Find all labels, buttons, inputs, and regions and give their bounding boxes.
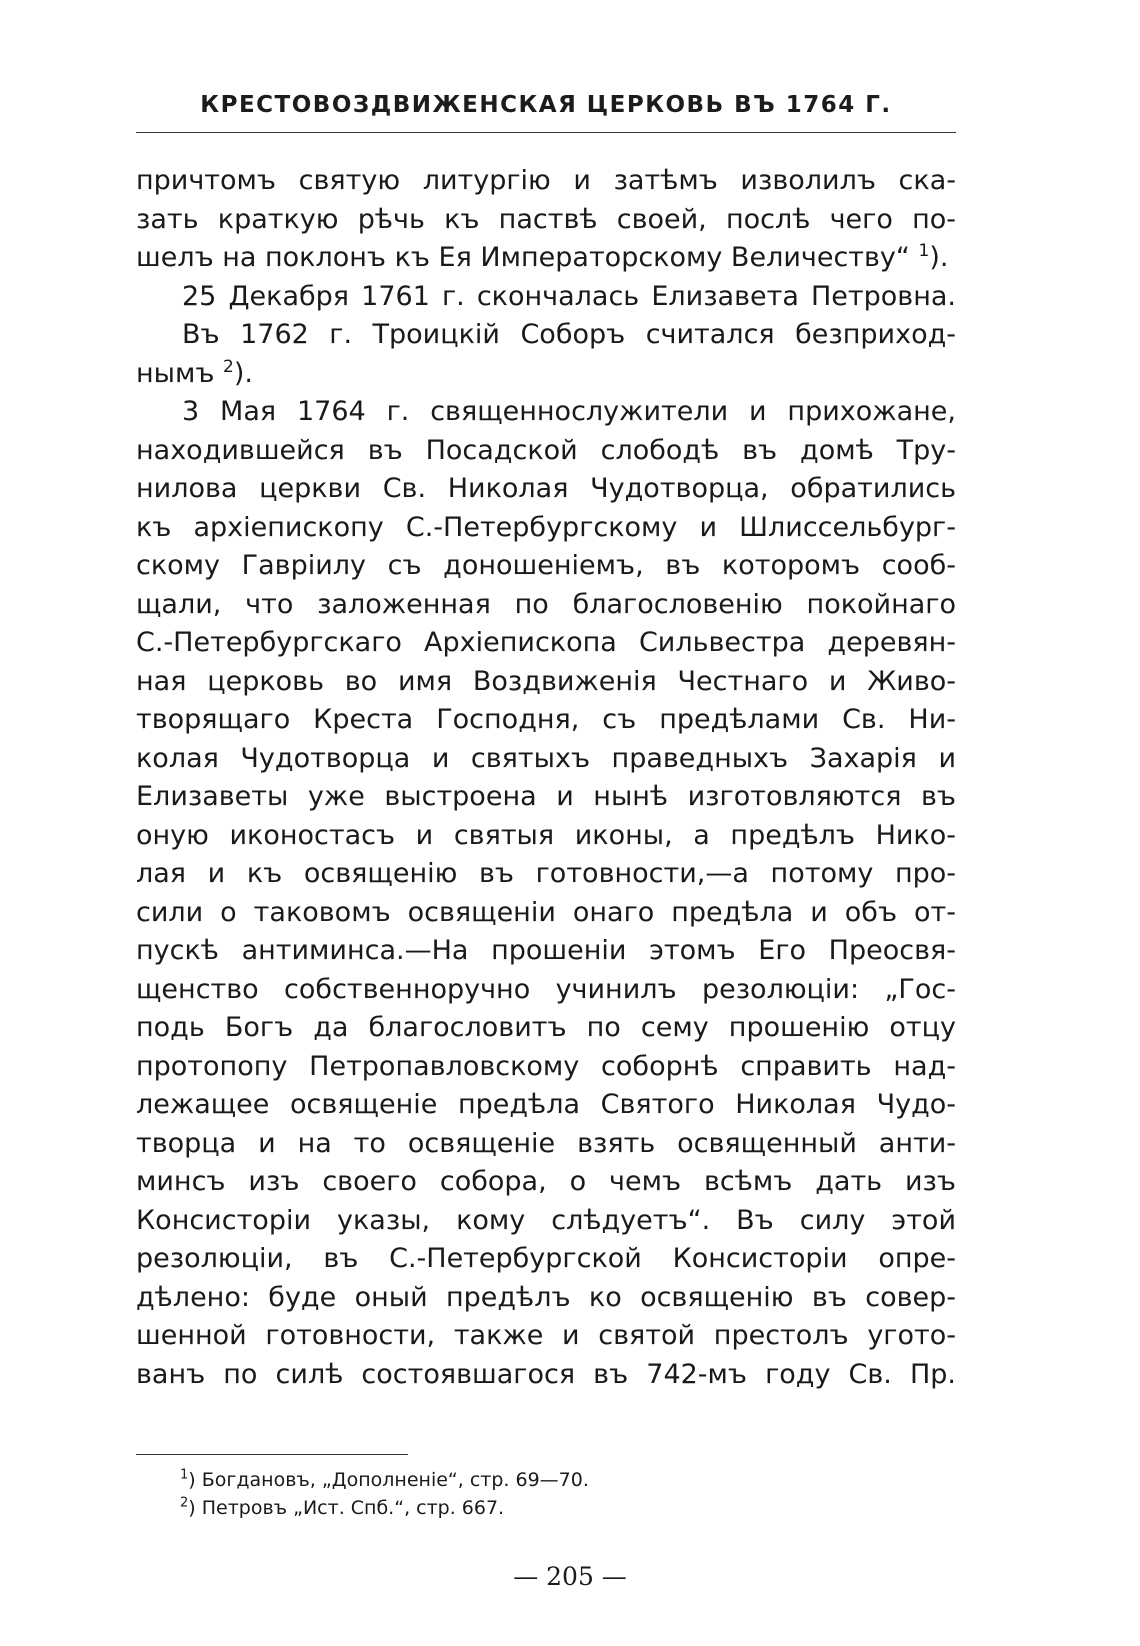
text-line: зать краткую рѣчь къ паствѣ своей, послѣ чего по- <box>136 203 956 235</box>
text-line: причтомъ святую литургію и затѣмъ изволилъ ска- <box>136 165 956 196</box>
text-line: Елизаветы уже выстроена и нынѣ изготовляются въ <box>136 781 956 812</box>
running-head: КРЕСТОВОЗДВИЖЕНСКАЯ ЦЕРКОВЬ ВЪ 1764 Г. <box>200 92 892 118</box>
header-rule <box>136 132 956 133</box>
footnote-1: $^1$) Богдановъ, „Дополненіе“, стр. 69—70. <box>180 1467 589 1491</box>
text-line: Въ 1762 г. Троицкій Соборъ считался безприход- <box>182 319 956 350</box>
text-line: 3 Мая 1764 г. священнослужители и прихожане, <box>182 396 956 427</box>
text-line: шенной готовности, также и святой престолъ угото- <box>136 1320 956 1351</box>
text-line: нымъ $^2$). <box>136 356 253 389</box>
text-line: колая Чудотворца и святыхъ праведныхъ Захарія и <box>136 742 956 774</box>
text-line: Консисторіи указы, кому слѣдуетъ“. Въ силу этой <box>136 1204 956 1236</box>
text-line: находившейся въ Посадской слободѣ въ домѣ Тру- <box>136 434 956 466</box>
text-line: резолюціи, въ С.-Петербургской Консисторіи опре- <box>136 1243 956 1274</box>
text-line: шелъ на поклонъ къ Ея Императорскому Величеству“ $^1$). <box>136 241 949 273</box>
text-line: лежащее освященіе предѣла Святого Николая Чудо- <box>136 1089 956 1120</box>
page-number: — 205 — <box>513 1562 627 1591</box>
footnote-2: $^2$) Петровъ „Ист. Спб.“, стр. 667. <box>180 1495 505 1519</box>
text-line: къ архіепископу С.-Петербургскому и Шлиссельбург- <box>136 511 956 543</box>
text-line: творящаго Креста Господня, съ предѣлами Св. Ни- <box>136 704 956 735</box>
footnote-ref-2: 2 <box>223 356 234 377</box>
footnotes <box>180 1466 880 1522</box>
body-text <box>136 162 956 1394</box>
text-line: подь Богъ да благословитъ по сему прошенію отцу <box>136 1012 956 1043</box>
text-line: дѣлено: буде оный предѣлъ ко освященію въ совер- <box>136 1281 956 1313</box>
text-line: оную иконостасъ и святыя иконы, а предѣлъ Нико- <box>136 819 956 851</box>
text-line: минсъ изъ своего собора, о чемъ всѣмъ дать изъ <box>136 1166 956 1197</box>
text-line: С.-Петербургскаго Архіепископа Сильвестра деревян- <box>136 627 956 658</box>
text-line: лая и къ освященію въ готовности,—а потому про- <box>136 858 956 889</box>
text-line: нилова церкви Св. Николая Чудотворца, обратились <box>136 473 956 504</box>
footnote-ref-1: 1 <box>918 241 930 261</box>
text-line: протопопу Петропавловскому соборнѣ справить над- <box>136 1050 956 1082</box>
text-line: сили о таковомъ освященіи онаго предѣла и объ от- <box>136 896 956 928</box>
footnote-rule <box>136 1454 408 1455</box>
text-line: творца и на то освященіе взять освященный анти- <box>136 1127 956 1159</box>
text-line: пускѣ антиминса.—На прошеніи этомъ Его Преосвя- <box>136 935 956 966</box>
text-line: щали, что заложенная по благословенію покойнаго <box>136 588 956 620</box>
text-line: ная церковь во имя Воздвиженія Честнаго и Живо- <box>136 665 956 697</box>
text-line: щенство собственноручно учинилъ резолюціи: „Гос- <box>136 973 956 1005</box>
text-line: 25 Декабря 1761 г. скончалась Елизавета Петровна. <box>182 280 956 312</box>
text-line: скому Гавріилу съ доношеніемъ, въ которомъ сооб- <box>136 550 956 581</box>
text-line: ванъ по силѣ состоявшагося въ 742-мъ году Св. Пр. <box>136 1358 956 1390</box>
